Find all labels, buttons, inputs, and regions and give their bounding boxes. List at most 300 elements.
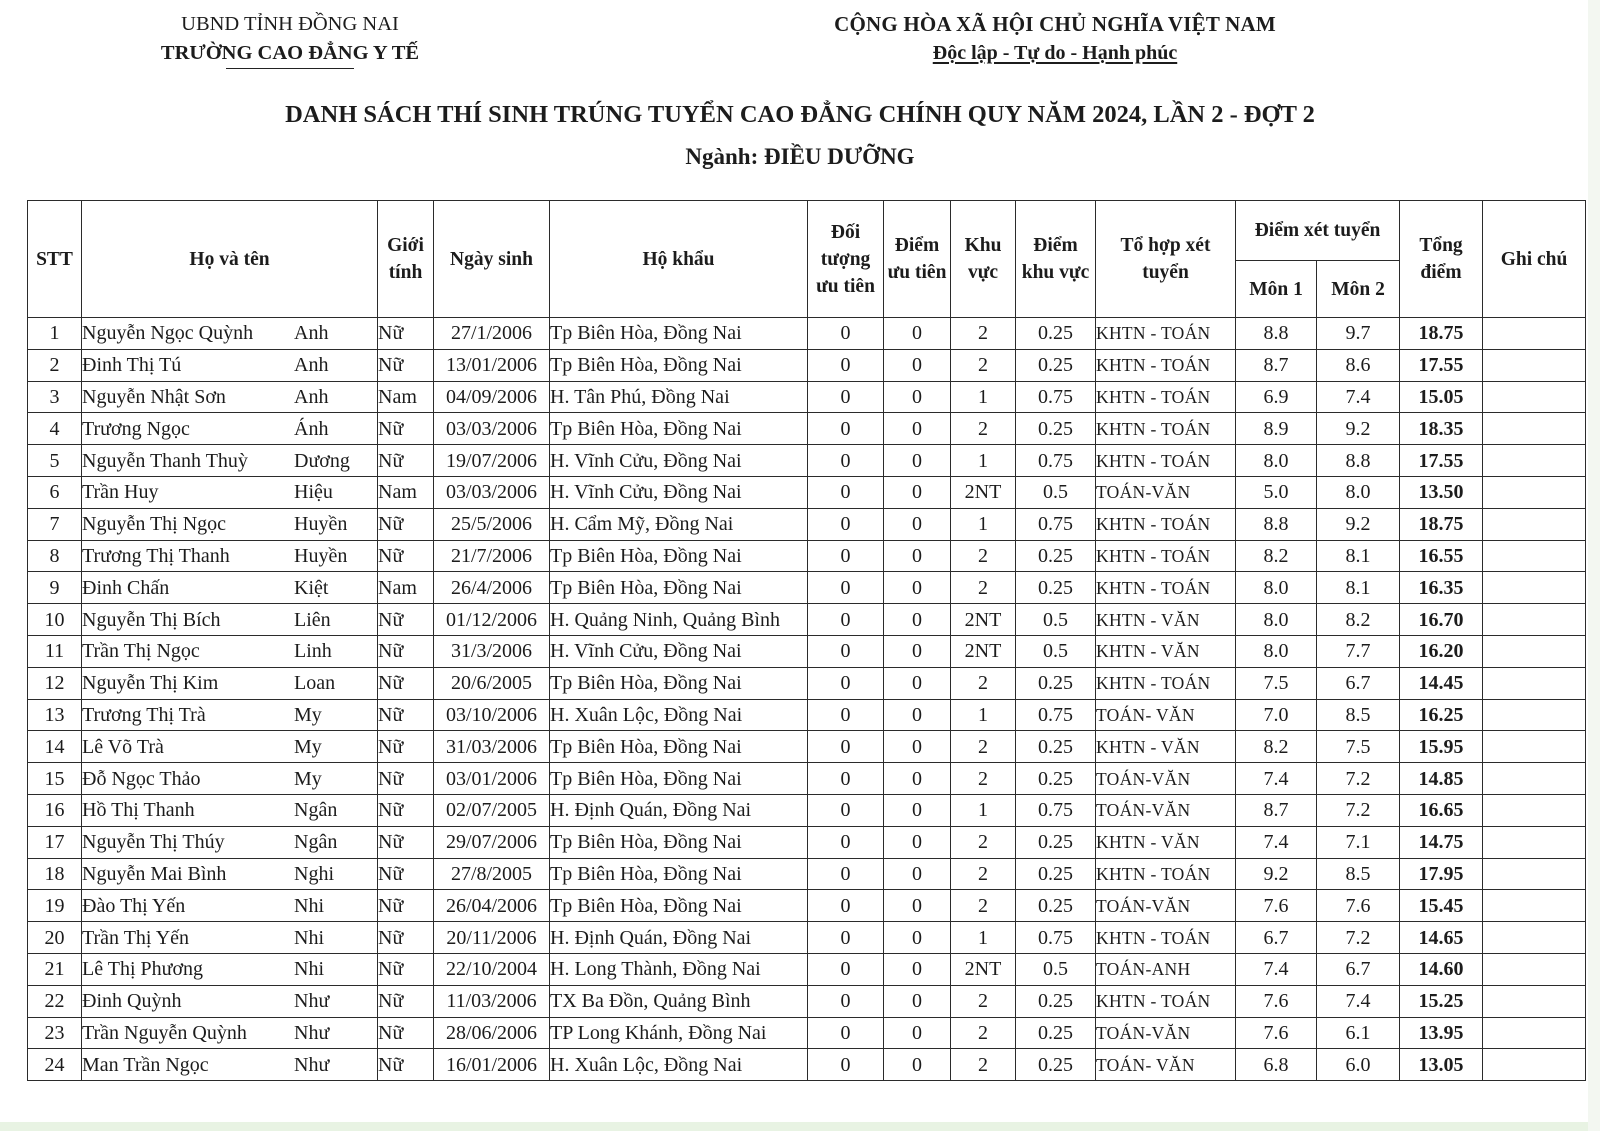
- cell-priority-group: 0: [808, 381, 884, 413]
- cell-total: 13.05: [1400, 1049, 1483, 1081]
- cell-priority-score: 0: [884, 731, 951, 763]
- cell-name: [82, 572, 378, 604]
- cell-priority-score: 0: [884, 699, 951, 731]
- first-name: Nguyễn Thị Bích: [82, 608, 221, 631]
- table-row: [28, 890, 1586, 922]
- cell-priority-group: 0: [808, 349, 884, 381]
- cell-gender: Nữ: [378, 635, 434, 667]
- cell-combo: KHTN - TOÁN: [1096, 318, 1236, 350]
- cell-combo: KHTN - TOÁN: [1096, 349, 1236, 381]
- cell-gender: Nam: [378, 476, 434, 508]
- cell-note: [1483, 699, 1586, 731]
- cell-priority-score: 0: [884, 572, 951, 604]
- cell-address: Tp Biên Hòa, Đồng Nai: [550, 572, 808, 604]
- cell-stt: 17: [28, 826, 82, 858]
- cell-stt: 15: [28, 763, 82, 795]
- cell-address: H. Xuân Lộc, Đồng Nai: [550, 1049, 808, 1081]
- cell-region: 2NT: [951, 635, 1016, 667]
- cell-dob: 25/5/2006: [434, 508, 550, 540]
- cell-name: [82, 604, 378, 636]
- cell-dob: 20/11/2006: [434, 922, 550, 954]
- cell-address: H. Vĩnh Cửu, Đồng Nai: [550, 445, 808, 477]
- cell-address: Tp Biên Hòa, Đồng Nai: [550, 318, 808, 350]
- cell-subject2: 7.4: [1317, 381, 1400, 413]
- cell-region-score: 0.5: [1016, 635, 1096, 667]
- cell-priority-score: 0: [884, 922, 951, 954]
- cell-gender: Nữ: [378, 508, 434, 540]
- table-row: [28, 794, 1586, 826]
- issuer-organization: TRƯỜNG CAO ĐẲNG Y TẾ: [160, 42, 420, 64]
- cell-address: Tp Biên Hòa, Đồng Nai: [550, 858, 808, 890]
- cell-stt: 11: [28, 635, 82, 667]
- cell-combo: TOÁN-VĂN: [1096, 794, 1236, 826]
- cell-note: [1483, 635, 1586, 667]
- cell-combo: TOÁN-ANH: [1096, 953, 1236, 985]
- cell-subject2: 6.7: [1317, 953, 1400, 985]
- cell-subject1: 7.4: [1236, 826, 1317, 858]
- cell-subject1: 8.7: [1236, 794, 1317, 826]
- cell-region: 2: [951, 731, 1016, 763]
- first-name: Trần Huy: [82, 481, 159, 504]
- cell-priority-score: 0: [884, 1017, 951, 1049]
- cell-address: H. Cẩm Mỹ, Đồng Nai: [550, 508, 808, 540]
- cell-dob: 02/07/2005: [434, 794, 550, 826]
- cell-combo: KHTN - VĂN: [1096, 826, 1236, 858]
- cell-total: 16.25: [1400, 699, 1483, 731]
- last-name: Huyền: [294, 544, 348, 567]
- cell-subject1: 7.4: [1236, 953, 1317, 985]
- cell-subject1: 6.7: [1236, 922, 1317, 954]
- cell-region-score: 0.25: [1016, 985, 1096, 1017]
- table-row: [28, 731, 1586, 763]
- cell-region-score: 0.5: [1016, 953, 1096, 985]
- cell-dob: 31/03/2006: [434, 731, 550, 763]
- cell-combo: KHTN - TOÁN: [1096, 540, 1236, 572]
- cell-subject2: 7.7: [1317, 635, 1400, 667]
- last-name: Ánh: [294, 417, 329, 440]
- cell-gender: Nữ: [378, 1049, 434, 1081]
- cell-gender: Nữ: [378, 826, 434, 858]
- cell-region-score: 0.5: [1016, 604, 1096, 636]
- last-name: Dương: [294, 449, 350, 472]
- cell-region: 2: [951, 985, 1016, 1017]
- cell-subject2: 8.0: [1317, 476, 1400, 508]
- cell-stt: 24: [28, 1049, 82, 1081]
- page-bottom-edge: [0, 1122, 1600, 1131]
- cell-total: 14.85: [1400, 763, 1483, 795]
- cell-total: 18.75: [1400, 508, 1483, 540]
- last-name: Kiệt: [294, 576, 329, 599]
- cell-address: Tp Biên Hòa, Đồng Nai: [550, 763, 808, 795]
- cell-dob: 03/10/2006: [434, 699, 550, 731]
- cell-subject2: 7.5: [1317, 731, 1400, 763]
- cell-subject1: 6.8: [1236, 1049, 1317, 1081]
- cell-combo: TOÁN-VĂN: [1096, 890, 1236, 922]
- cell-priority-group: 0: [808, 858, 884, 890]
- cell-subject2: 8.5: [1317, 858, 1400, 890]
- cell-address: TP Long Khánh, Đồng Nai: [550, 1017, 808, 1049]
- cell-priority-score: 0: [884, 826, 951, 858]
- cell-combo: KHTN - VĂN: [1096, 635, 1236, 667]
- table-header: [28, 201, 1586, 318]
- cell-region: 2: [951, 826, 1016, 858]
- cell-note: [1483, 540, 1586, 572]
- cell-note: [1483, 858, 1586, 890]
- cell-note: [1483, 572, 1586, 604]
- cell-total: 18.75: [1400, 318, 1483, 350]
- cell-priority-group: 0: [808, 445, 884, 477]
- cell-priority-score: 0: [884, 667, 951, 699]
- cell-stt: 22: [28, 985, 82, 1017]
- cell-subject2: 8.1: [1317, 572, 1400, 604]
- cell-name: [82, 985, 378, 1017]
- cell-region: 2: [951, 413, 1016, 445]
- last-name: Như: [294, 1021, 330, 1044]
- last-name: My: [294, 703, 322, 726]
- table-row: [28, 476, 1586, 508]
- cell-region: 2NT: [951, 953, 1016, 985]
- cell-stt: 13: [28, 699, 82, 731]
- last-name: Nhi: [294, 926, 324, 949]
- cell-combo: KHTN - TOÁN: [1096, 985, 1236, 1017]
- cell-address: Tp Biên Hòa, Đồng Nai: [550, 540, 808, 572]
- first-name: Trần Nguyễn Quỳnh: [82, 1021, 247, 1044]
- cell-subject2: 6.7: [1317, 667, 1400, 699]
- cell-total: 13.95: [1400, 1017, 1483, 1049]
- cell-gender: Nữ: [378, 890, 434, 922]
- cell-subject1: 8.2: [1236, 540, 1317, 572]
- table-row: [28, 699, 1586, 731]
- cell-name: [82, 381, 378, 413]
- cell-subject2: 9.2: [1317, 413, 1400, 445]
- cell-gender: Nữ: [378, 985, 434, 1017]
- cell-priority-group: 0: [808, 1017, 884, 1049]
- issuer-underline: [226, 68, 354, 69]
- first-name: Trần Thị Ngọc: [82, 640, 200, 663]
- last-name: Nhi: [294, 894, 324, 917]
- cell-region: 1: [951, 445, 1016, 477]
- first-name: Lê Võ Trà: [82, 735, 164, 758]
- cell-region-score: 0.75: [1016, 922, 1096, 954]
- cell-subject1: 8.2: [1236, 731, 1317, 763]
- cell-combo: TOÁN-VĂN: [1096, 1017, 1236, 1049]
- cell-note: [1483, 604, 1586, 636]
- cell-address: H. Quảng Ninh, Quảng Bình: [550, 604, 808, 636]
- col-header-priority-score: Điểm ưu tiên: [884, 201, 951, 318]
- cell-name: [82, 413, 378, 445]
- first-name: Trần Thị Yến: [82, 926, 190, 949]
- cell-subject1: 8.7: [1236, 349, 1317, 381]
- cell-priority-score: 0: [884, 604, 951, 636]
- cell-address: Tp Biên Hòa, Đồng Nai: [550, 890, 808, 922]
- cell-stt: 5: [28, 445, 82, 477]
- cell-note: [1483, 445, 1586, 477]
- cell-total: 17.95: [1400, 858, 1483, 890]
- cell-priority-group: 0: [808, 476, 884, 508]
- issuer-block: [100, 10, 480, 69]
- last-name: My: [294, 767, 322, 790]
- cell-priority-group: 0: [808, 953, 884, 985]
- cell-stt: 21: [28, 953, 82, 985]
- cell-note: [1483, 794, 1586, 826]
- cell-priority-score: 0: [884, 794, 951, 826]
- cell-name: [82, 953, 378, 985]
- cell-address: H. Định Quán, Đồng Nai: [550, 794, 808, 826]
- cell-combo: TOÁN-VĂN: [1096, 476, 1236, 508]
- cell-total: 16.70: [1400, 604, 1483, 636]
- cell-combo: TOÁN- VĂN: [1096, 1049, 1236, 1081]
- col-header-combo: Tổ hợp xét tuyển: [1096, 201, 1236, 318]
- cell-priority-score: 0: [884, 1049, 951, 1081]
- last-name: Anh: [294, 322, 329, 345]
- col-header-total: Tổng điểm: [1400, 201, 1483, 318]
- cell-note: [1483, 826, 1586, 858]
- last-name: Liên: [294, 608, 331, 631]
- cell-priority-group: 0: [808, 763, 884, 795]
- table-body: [28, 318, 1586, 1081]
- cell-gender: Nữ: [378, 922, 434, 954]
- cell-dob: 11/03/2006: [434, 985, 550, 1017]
- cell-name: [82, 667, 378, 699]
- cell-subject1: 9.2: [1236, 858, 1317, 890]
- cell-name: [82, 508, 378, 540]
- cell-priority-group: 0: [808, 794, 884, 826]
- cell-priority-group: 0: [808, 635, 884, 667]
- col-header-name: Họ và tên: [82, 201, 378, 318]
- cell-address: Tp Biên Hòa, Đồng Nai: [550, 413, 808, 445]
- cell-address: Tp Biên Hòa, Đồng Nai: [550, 731, 808, 763]
- cell-dob: 27/1/2006: [434, 318, 550, 350]
- table-row: [28, 540, 1586, 572]
- cell-combo: KHTN - TOÁN: [1096, 445, 1236, 477]
- col-header-dob: Ngày sinh: [434, 201, 550, 318]
- cell-subject1: 8.0: [1236, 572, 1317, 604]
- cell-total: 15.45: [1400, 890, 1483, 922]
- cell-dob: 03/01/2006: [434, 763, 550, 795]
- table-row: [28, 985, 1586, 1017]
- last-name: My: [294, 735, 322, 758]
- first-name: Đào Thị Yến: [82, 894, 186, 917]
- cell-region-score: 0.75: [1016, 508, 1096, 540]
- cell-subject2: 8.1: [1317, 540, 1400, 572]
- cell-gender: Nam: [378, 572, 434, 604]
- cell-region-score: 0.75: [1016, 381, 1096, 413]
- cell-address: H. Vĩnh Cửu, Đồng Nai: [550, 635, 808, 667]
- cell-region-score: 0.25: [1016, 826, 1096, 858]
- cell-priority-group: 0: [808, 1049, 884, 1081]
- cell-gender: Nữ: [378, 318, 434, 350]
- cell-note: [1483, 1017, 1586, 1049]
- first-name: Đinh Chấn: [82, 576, 170, 599]
- cell-subject1: 7.4: [1236, 763, 1317, 795]
- last-name: Nhi: [294, 958, 324, 981]
- cell-region: 1: [951, 381, 1016, 413]
- table-row: [28, 572, 1586, 604]
- cell-dob: 03/03/2006: [434, 413, 550, 445]
- cell-region-score: 0.75: [1016, 699, 1096, 731]
- cell-note: [1483, 318, 1586, 350]
- cell-subject2: 7.6: [1317, 890, 1400, 922]
- cell-stt: 4: [28, 413, 82, 445]
- cell-total: 16.20: [1400, 635, 1483, 667]
- cell-combo: KHTN - VĂN: [1096, 604, 1236, 636]
- cell-stt: 3: [28, 381, 82, 413]
- cell-dob: 21/7/2006: [434, 540, 550, 572]
- cell-name: [82, 731, 378, 763]
- cell-priority-group: 0: [808, 922, 884, 954]
- cell-dob: 27/8/2005: [434, 858, 550, 890]
- cell-region-score: 0.25: [1016, 318, 1096, 350]
- cell-gender: Nữ: [378, 445, 434, 477]
- cell-note: [1483, 381, 1586, 413]
- cell-region-score: 0.25: [1016, 763, 1096, 795]
- table-row: [28, 763, 1586, 795]
- cell-region-score: 0.25: [1016, 731, 1096, 763]
- cell-priority-group: 0: [808, 985, 884, 1017]
- cell-gender: Nữ: [378, 858, 434, 890]
- col-header-subject1: Môn 1: [1236, 261, 1317, 318]
- cell-region-score: 0.25: [1016, 413, 1096, 445]
- cell-subject1: 8.0: [1236, 604, 1317, 636]
- cell-address: Tp Biên Hòa, Đồng Nai: [550, 667, 808, 699]
- cell-address: H. Tân Phú, Đồng Nai: [550, 381, 808, 413]
- cell-region-score: 0.25: [1016, 890, 1096, 922]
- col-header-note: Ghi chú: [1483, 201, 1586, 318]
- table-row: [28, 445, 1586, 477]
- national-header: [805, 10, 1305, 68]
- last-name: Như: [294, 1053, 330, 1076]
- cell-dob: 31/3/2006: [434, 635, 550, 667]
- cell-total: 16.55: [1400, 540, 1483, 572]
- cell-note: [1483, 922, 1586, 954]
- cell-priority-score: 0: [884, 318, 951, 350]
- col-header-stt: STT: [28, 201, 82, 318]
- cell-priority-group: 0: [808, 826, 884, 858]
- cell-dob: 04/09/2006: [434, 381, 550, 413]
- cell-dob: 28/06/2006: [434, 1017, 550, 1049]
- cell-name: [82, 445, 378, 477]
- cell-dob: 01/12/2006: [434, 604, 550, 636]
- last-name: Linh: [294, 640, 332, 663]
- national-motto: Độc lập - Tự do - Hạnh phúc: [932, 42, 1178, 64]
- cell-combo: KHTN - TOÁN: [1096, 413, 1236, 445]
- cell-address: H. Vĩnh Cửu, Đồng Nai: [550, 476, 808, 508]
- cell-region-score: 0.25: [1016, 572, 1096, 604]
- cell-combo: KHTN - TOÁN: [1096, 381, 1236, 413]
- cell-dob: 13/01/2006: [434, 349, 550, 381]
- table-row: [28, 953, 1586, 985]
- table-row: [28, 508, 1586, 540]
- admission-table: [27, 200, 1586, 1081]
- cell-region: 2NT: [951, 604, 1016, 636]
- cell-note: [1483, 413, 1586, 445]
- cell-address: Tp Biên Hòa, Đồng Nai: [550, 349, 808, 381]
- first-name: Đinh Quỳnh: [82, 990, 182, 1013]
- cell-stt: 20: [28, 922, 82, 954]
- cell-subject1: 8.0: [1236, 445, 1317, 477]
- cell-dob: 22/10/2004: [434, 953, 550, 985]
- cell-subject2: 9.7: [1317, 318, 1400, 350]
- last-name: Anh: [294, 385, 329, 408]
- cell-priority-group: 0: [808, 890, 884, 922]
- last-name: Hiệu: [294, 481, 333, 504]
- first-name: Nguyễn Thị Thúy: [82, 831, 225, 854]
- cell-subject2: 9.2: [1317, 508, 1400, 540]
- table-row: [28, 858, 1586, 890]
- cell-region-score: 0.25: [1016, 667, 1096, 699]
- cell-stt: 14: [28, 731, 82, 763]
- cell-gender: Nữ: [378, 540, 434, 572]
- cell-dob: 20/6/2005: [434, 667, 550, 699]
- cell-gender: Nữ: [378, 1017, 434, 1049]
- cell-combo: TOÁN-VĂN: [1096, 763, 1236, 795]
- cell-total: 15.05: [1400, 381, 1483, 413]
- cell-subject1: 8.8: [1236, 318, 1317, 350]
- cell-gender: Nữ: [378, 763, 434, 795]
- cell-name: [82, 858, 378, 890]
- cell-note: [1483, 985, 1586, 1017]
- cell-combo: KHTN - TOÁN: [1096, 572, 1236, 604]
- cell-total: 14.75: [1400, 826, 1483, 858]
- cell-name: [82, 922, 378, 954]
- col-header-priority-group: Đối tượng ưu tiên: [808, 201, 884, 318]
- cell-stt: 10: [28, 604, 82, 636]
- cell-subject1: 7.0: [1236, 699, 1317, 731]
- table-row: [28, 349, 1586, 381]
- cell-subject2: 8.8: [1317, 445, 1400, 477]
- cell-region: 1: [951, 699, 1016, 731]
- cell-stt: 7: [28, 508, 82, 540]
- cell-combo: KHTN - TOÁN: [1096, 508, 1236, 540]
- cell-region: 2: [951, 1049, 1016, 1081]
- cell-region-score: 0.75: [1016, 445, 1096, 477]
- cell-subject1: 8.9: [1236, 413, 1317, 445]
- cell-subject1: 8.8: [1236, 508, 1317, 540]
- cell-stt: 8: [28, 540, 82, 572]
- cell-dob: 16/01/2006: [434, 1049, 550, 1081]
- cell-priority-score: 0: [884, 381, 951, 413]
- cell-subject1: 6.9: [1236, 381, 1317, 413]
- col-header-subject2: Môn 2: [1317, 261, 1400, 318]
- cell-dob: 29/07/2006: [434, 826, 550, 858]
- cell-priority-score: 0: [884, 445, 951, 477]
- cell-priority-group: 0: [808, 667, 884, 699]
- cell-priority-score: 0: [884, 349, 951, 381]
- cell-region: 2: [951, 1017, 1016, 1049]
- cell-total: 17.55: [1400, 445, 1483, 477]
- cell-priority-score: 0: [884, 985, 951, 1017]
- cell-name: [82, 699, 378, 731]
- table-row: [28, 381, 1586, 413]
- cell-region: 2: [951, 890, 1016, 922]
- cell-priority-score: 0: [884, 890, 951, 922]
- cell-total: 13.50: [1400, 476, 1483, 508]
- cell-region: 2: [951, 318, 1016, 350]
- last-name: Huyền: [294, 513, 348, 536]
- first-name: Đinh Thị Tú: [82, 354, 182, 377]
- first-name: Man Trần Ngọc: [82, 1053, 209, 1076]
- cell-note: [1483, 508, 1586, 540]
- cell-stt: 9: [28, 572, 82, 604]
- cell-region-score: 0.75: [1016, 794, 1096, 826]
- cell-note: [1483, 953, 1586, 985]
- cell-priority-group: 0: [808, 413, 884, 445]
- first-name: Nguyễn Thị Kim: [82, 672, 219, 695]
- cell-combo: KHTN - TOÁN: [1096, 858, 1236, 890]
- first-name: Trương Ngọc: [82, 417, 190, 440]
- last-name: Anh: [294, 354, 329, 377]
- cell-region-score: 0.25: [1016, 1017, 1096, 1049]
